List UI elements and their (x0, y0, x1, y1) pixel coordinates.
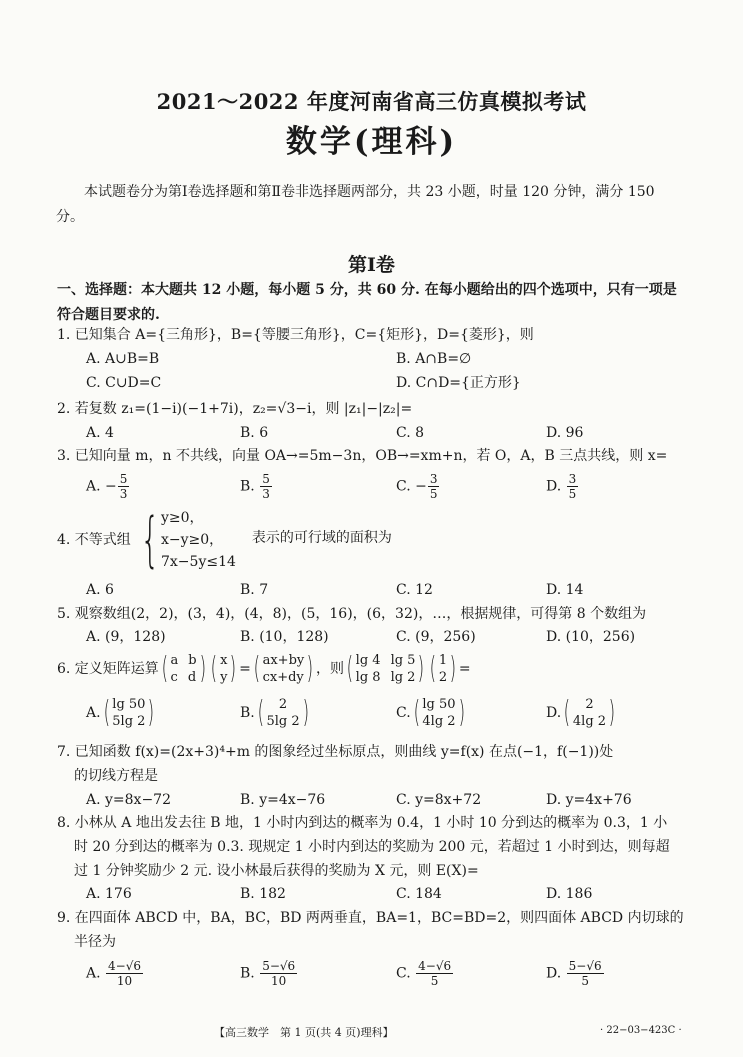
q7-stem-line1: 7. 已知函数 f(x)=(2x+3)⁴+m 的图象经过坐标原点，则曲线 y=f(x) 在点(−1，f(−1))处 (57, 744, 614, 760)
q6-stem: 6. 定义矩阵运算 ( a b c d ) ( x y ) = ( ax+by cx+dy ) ，则 ( lg 4 lg 5 lg 8 lg 2 ) ( 1 2 ) = (57, 651, 471, 686)
exam-subject: 数学(理科) (285, 124, 458, 160)
q3-option-b: B. $\frac{5}{3}$ (240, 472, 270, 501)
vector-xy: ( x y ) (210, 651, 237, 686)
q5-option-c: C. (9，256) (396, 629, 476, 645)
q2-option-b: B. 6 (240, 425, 269, 441)
q3-stem: 3. 已知向量 m，n 不共线，向量 OA→=5m−3n，OB→=xm+n，若 O，A，B 三点共线，则 x= (57, 448, 668, 464)
q4-option-d: D. 14 (546, 582, 584, 598)
q5-option-d: D. (10，256) (546, 629, 636, 645)
matrix-lg: ( lg 4 lg 5 lg 8 lg 2 ) (346, 651, 425, 686)
fraction: $\frac{4-√6}{10}$ (108, 959, 141, 988)
vector-12: ( 1 2 ) (429, 651, 457, 686)
paper-code: · 22−03−423C · (600, 1025, 682, 1036)
fraction: $\frac{5}{3}$ (119, 472, 128, 501)
q8-stem-line3: 过 1 分钟奖励少 2 元. 设小林最后获得的奖励为 X 元，则 E(X)= (74, 863, 479, 879)
exam-intro: 本试题卷分为第Ⅰ卷选择题和第Ⅱ卷非选择题两部分，共 23 小题，时量 120 分钟，满分 150 分。 (56, 184, 655, 225)
q1-option-d: D. C∩D={正方形} (396, 375, 521, 391)
q8-option-d: D. 186 (546, 886, 593, 902)
q9-option-b: B. $\frac{5-√6}{10}$ (240, 959, 296, 988)
brace-glyph: { (140, 505, 160, 575)
inequality-system: y≥0， x−y≥0， 7x−5y≤14 (161, 510, 236, 570)
fraction: $\frac{3}{5}$ (568, 472, 577, 501)
q7-option-b: B. y=4x−76 (240, 792, 326, 808)
q6-option-b: B. ( 2 5lg 2 ) (240, 695, 309, 730)
q7-stem-line2: 的切线方程是 (74, 768, 158, 784)
q4-option-b: B. 7 (240, 582, 269, 598)
q8-stem-line2: 时 20 分到达的概率为 0.3. 现规定 1 小时内到达的奖励为 200 元，若超过 1 小时到达，则每超 (74, 839, 670, 855)
vector-result: ( ax+by cx+dy ) (253, 651, 314, 686)
fraction: $\frac{5-√6}{5}$ (568, 959, 602, 988)
q9-option-d: D. $\frac{5-√6}{5}$ (546, 959, 602, 988)
fraction: $\frac{5-√6}{10}$ (262, 959, 296, 988)
section-heading: 第Ⅰ卷 (348, 254, 395, 276)
fraction: $\frac{5}{3}$ (262, 472, 270, 501)
q3-option-a: A. − $\frac{5}{3}$ (86, 472, 128, 501)
q8-option-a: A. 176 (86, 886, 132, 902)
page-footer: 【高三数学 第 1 页(共 4 页)理科】 (214, 1026, 394, 1039)
q7-option-a: A. y=8x−72 (86, 792, 171, 808)
q1-option-a: A. A∪B=B (86, 351, 160, 367)
q2-option-c: C. 8 (396, 425, 425, 441)
q5-stem: 5. 观察数组(2，2)，(3，4)，(4，8)，(5，16)，(6，32)，…，根据规律，可得第 8 个数组为 (57, 606, 647, 622)
exam-title: 2021～2022 年度河南省高三仿真模拟考试 (156, 89, 587, 114)
q4-stem: 4. 不等式组 { y≥0， x−y≥0， 7x−5y≤14 表示的可行域的面积为 (57, 505, 392, 575)
q1-stem: 1. 已知集合 A={三角形}，B={等腰三角形}，C={矩形}，D={菱形}，则 (57, 327, 534, 343)
q1-option-b: B. A∩B=∅ (396, 351, 472, 367)
fraction: $\frac{3}{5}$ (429, 472, 438, 501)
q2-stem: 2. 若复数 z₁=(1−i)(−1+7i)，z₂=√3−i，则 |z₁|−|z₂|= (57, 401, 413, 417)
q4-option-a: A. 6 (86, 582, 114, 598)
q4-option-c: C. 12 (396, 582, 433, 598)
q8-option-c: C. 184 (396, 886, 442, 902)
part-one-instructions: 一、选择题：本大题共 12 小题，每小题 5 分，共 60 分. 在每小题给出的四个选项中，只有一项是符合题目要求的. (57, 282, 677, 323)
q3-option-c: C. − $\frac{3}{5}$ (396, 472, 438, 501)
q6-option-c: C. ( lg 50 4lg 2 ) (396, 695, 465, 730)
q8-option-b: B. 182 (240, 886, 286, 902)
q9-option-a: A. $\frac{4-√6}{10}$ (86, 959, 141, 988)
q2-option-a: A. 4 (86, 425, 114, 441)
q7-option-d: D. y=4x+76 (546, 792, 632, 808)
q9-stem-line1: 9. 在四面体 ABCD 中，BA，BC，BD 两两垂直，BA=1，BC=BD=2，则四面体 ABCD 内切球的 (57, 910, 684, 926)
q5-option-a: A. (9，128) (86, 629, 166, 645)
q9-stem-line2: 半径为 (74, 934, 116, 950)
q2-option-d: D. 96 (546, 425, 584, 441)
matrix-ab-cd: ( a b c d ) (161, 651, 206, 686)
q8-stem-line1: 8. 小林从 A 地出发去往 B 地，1 小时内到达的概率为 0.4，1 小时 10 分到达的概率为 0.3，1 小 (57, 815, 668, 831)
fraction: $\frac{4-√6}{5}$ (418, 959, 452, 988)
q1-option-c: C. C∪D=C (86, 375, 162, 391)
q7-option-c: C. y=8x+72 (396, 792, 482, 808)
q5-option-b: B. (10，128) (240, 629, 329, 645)
q6-option-a: A. ( lg 50 5lg 2 ) (86, 695, 155, 730)
q3-option-d: D. $\frac{3}{5}$ (546, 472, 577, 501)
q9-option-c: C. $\frac{4-√6}{5}$ (396, 959, 452, 988)
q6-option-d: D. ( 2 4lg 2 ) (546, 695, 616, 730)
